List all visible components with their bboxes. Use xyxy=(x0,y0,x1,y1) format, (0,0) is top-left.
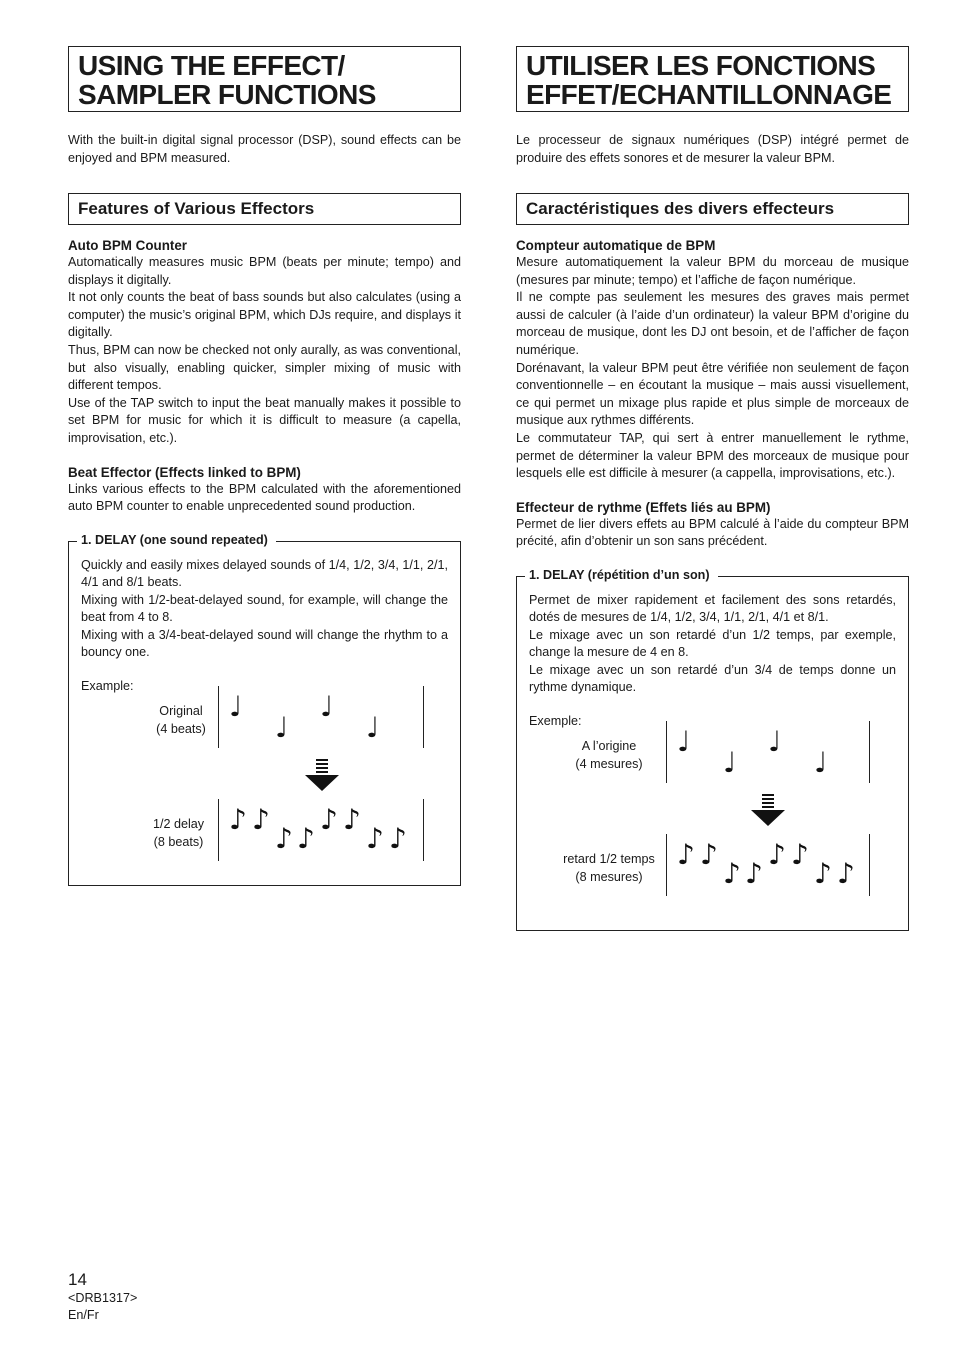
title-line-2: SAMPLER FUNCTIONS xyxy=(78,79,376,110)
page-number: 14 xyxy=(68,1270,87,1289)
auto-bpm-paragraph: Le commutateur TAP, qui sert à entrer manuellement le rythme, permet de déterminer la valeur BPM des morceaux de musique pour lesquels elle est difficile à mesurer (a cappella, improvisations, etc.). xyxy=(516,430,909,481)
beat-effector-heading: Effecteur de rythme (Effets liés au BPM) xyxy=(516,499,771,515)
eighth-note-icon: ♪ xyxy=(252,802,270,836)
quarter-note-icon: ♩ xyxy=(366,710,380,744)
title-line-2: EFFET/ECHANTILLONNAGE xyxy=(526,79,892,110)
eighth-note-icon: ♪ xyxy=(745,856,763,890)
original-label xyxy=(559,737,659,773)
original-label-line2: (4 mesures) xyxy=(575,756,643,771)
delay-box xyxy=(68,532,461,886)
eighth-note-icon: ♪ xyxy=(229,802,247,836)
delay-label-line1: 1/2 delay xyxy=(152,816,205,831)
delay-label xyxy=(136,815,221,851)
beat-effector-paragraph: Links various effects to the BPM calculated with the aforementioned auto BPM counter to enable unprecedented sound production. xyxy=(68,481,461,514)
delay-label xyxy=(554,850,664,886)
eighth-note-icon: ♪ xyxy=(366,821,384,855)
eighth-note-icon: ♪ xyxy=(320,802,338,836)
auto-bpm-paragraph: Il ne compte pas seulement les mesures des graves mais permet aussi de calculer (à l’aide d’un ordinateur) la valeur BPM d’origine du morceau de musique, dont les DJ ont besoin, et de l’afficher de façon numérique. xyxy=(516,290,909,357)
quarter-note-icon: ♩ xyxy=(275,710,289,744)
delay-paragraph: Mixing with a 3/4-beat-delayed sound will change the rhythm to a bouncy one. xyxy=(81,627,448,660)
auto-bpm-paragraph: Mesure automatiquement la valeur BPM du morceau de musique (mesures par minute; tempo) et l’affiche de façon numérique. xyxy=(516,255,909,287)
quarter-note-icon: ♩ xyxy=(768,724,782,758)
bar-line xyxy=(666,834,667,896)
document-code: <DRB1317> xyxy=(68,1291,138,1305)
delay-paragraph: Le mixage avec un son retardé d’un 1/2 temps, par exemple, change la mesure de 4 en 8. xyxy=(529,627,896,660)
intro-text: With the built-in digital signal processor (DSP), sound effects can be enjoyed and BPM measured. xyxy=(68,133,461,165)
beat-effector-heading: Beat Effector (Effects linked to BPM) xyxy=(68,464,301,480)
intro-text: Le processeur de signaux numériques (DSP) intégré permet de produire des effets sonores et de mesurer la valeur BPM. xyxy=(516,133,909,165)
down-arrow-icon xyxy=(751,794,785,826)
delay-box xyxy=(516,567,909,931)
auto-bpm-paragraph: Dorénavant, la valeur BPM peut être vérifiée non seulement de façon conventionnelle – en écoutant la musique – mais aussi visuellement, ce qui permet un mixage plus rapide et plus simple de morceaux de musique aux rythmes différents. xyxy=(516,360,909,428)
delay-diagram xyxy=(81,683,448,873)
beat-effector-paragraph: Permet de lier divers effets au BPM calculé à l’aide du compteur BPM précité, afin d’obtenir un son sans précédent. xyxy=(516,516,909,549)
page-title-en xyxy=(68,46,461,112)
eighth-note-icon: ♪ xyxy=(677,837,695,871)
delay-paragraph: Mixing with 1/2-beat-delayed sound, for example, will change the beat from 4 to 8. xyxy=(81,592,448,625)
delay-paragraph: Quickly and easily mixes delayed sounds of 1/4, 1/2, 3/4, 1/1, 2/1, 4/1 and 8/1 beats. xyxy=(81,557,448,590)
original-label-line1: A l’origine xyxy=(581,738,637,753)
quarter-note-icon: ♩ xyxy=(723,745,737,779)
auto-bpm-heading: Auto BPM Counter xyxy=(68,238,188,253)
delay-diagram xyxy=(529,718,896,918)
bar-line xyxy=(869,721,870,783)
original-label xyxy=(141,702,221,738)
eighth-note-icon: ♪ xyxy=(791,837,809,871)
down-arrow-icon xyxy=(305,759,339,791)
language-code: En/Fr xyxy=(68,1308,99,1322)
eighth-note-icon: ♪ xyxy=(723,856,741,890)
delay-paragraph: Permet de mixer rapidement et facilement des sons retardés, dotés de mesures de 1/4, 1/2, 3/4, 1/1, 2/1, 4/1 et 8/1. xyxy=(529,592,896,625)
delay-paragraph: Le mixage avec un son retardé d’un 3/4 de temps donne un rythme dynamique. xyxy=(529,662,896,695)
bar-line xyxy=(218,799,219,861)
eighth-note-icon: ♪ xyxy=(814,856,832,890)
original-label-line1: Original xyxy=(159,703,203,718)
eighth-note-icon: ♪ xyxy=(837,856,855,890)
delay-label-line2: (8 mesures) xyxy=(575,869,643,884)
auto-bpm-paragraph: It not only counts the beat of bass sounds but also calculates (using a computer) the music’s original BPM, which DJs require, and displays it digitally. xyxy=(68,290,461,340)
quarter-note-icon: ♩ xyxy=(229,689,243,723)
delay-box-legend: 1. DELAY (répétition d’un son) xyxy=(525,568,718,582)
bar-line xyxy=(423,686,424,748)
eighth-note-icon: ♪ xyxy=(389,821,407,855)
example-label: Exemple: xyxy=(529,713,582,728)
title-line-1: USING THE EFFECT/ xyxy=(78,50,345,81)
page-footer xyxy=(68,1270,137,1324)
eighth-note-icon: ♪ xyxy=(297,821,315,855)
auto-bpm-heading: Compteur automatique de BPM xyxy=(516,238,716,253)
auto-bpm-paragraph: Thus, BPM can now be checked not only aurally, as was conventional, but also visually, enabling quicker, simpler mixing of music with different tempos. xyxy=(68,342,461,393)
french-column xyxy=(516,46,909,931)
quarter-note-icon: ♩ xyxy=(677,724,691,758)
eighth-note-icon: ♪ xyxy=(343,802,361,836)
section-heading: Caractéristiques des divers effecteurs xyxy=(516,193,909,225)
bar-line xyxy=(666,721,667,783)
page-title-fr xyxy=(516,46,909,112)
delay-label-line2: (8 beats) xyxy=(153,834,204,849)
quarter-note-icon: ♩ xyxy=(320,689,334,723)
title-line-1: UTILISER LES FONCTIONS xyxy=(526,50,876,81)
eighth-note-icon: ♪ xyxy=(275,821,293,855)
english-column xyxy=(68,46,461,886)
auto-bpm-paragraph: Use of the TAP switch to input the beat manually makes it possible to set BPM for music for which it is difficult to measure (a capella, improvisation, etc.). xyxy=(68,395,461,445)
delay-box-legend: 1. DELAY (one sound repeated) xyxy=(77,533,276,547)
eighth-note-icon: ♪ xyxy=(700,837,718,871)
quarter-note-icon: ♩ xyxy=(814,745,828,779)
delay-label-line1: retard 1/2 temps xyxy=(563,851,655,866)
bar-line xyxy=(218,686,219,748)
section-heading: Features of Various Effectors xyxy=(68,193,461,225)
bar-line xyxy=(869,834,870,896)
original-label-line2: (4 beats) xyxy=(156,721,206,736)
auto-bpm-paragraph: Automatically measures music BPM (beats per minute; tempo) and displays it digitally. xyxy=(68,255,461,287)
example-label: Example: xyxy=(81,678,134,693)
bar-line xyxy=(423,799,424,861)
eighth-note-icon: ♪ xyxy=(768,837,786,871)
